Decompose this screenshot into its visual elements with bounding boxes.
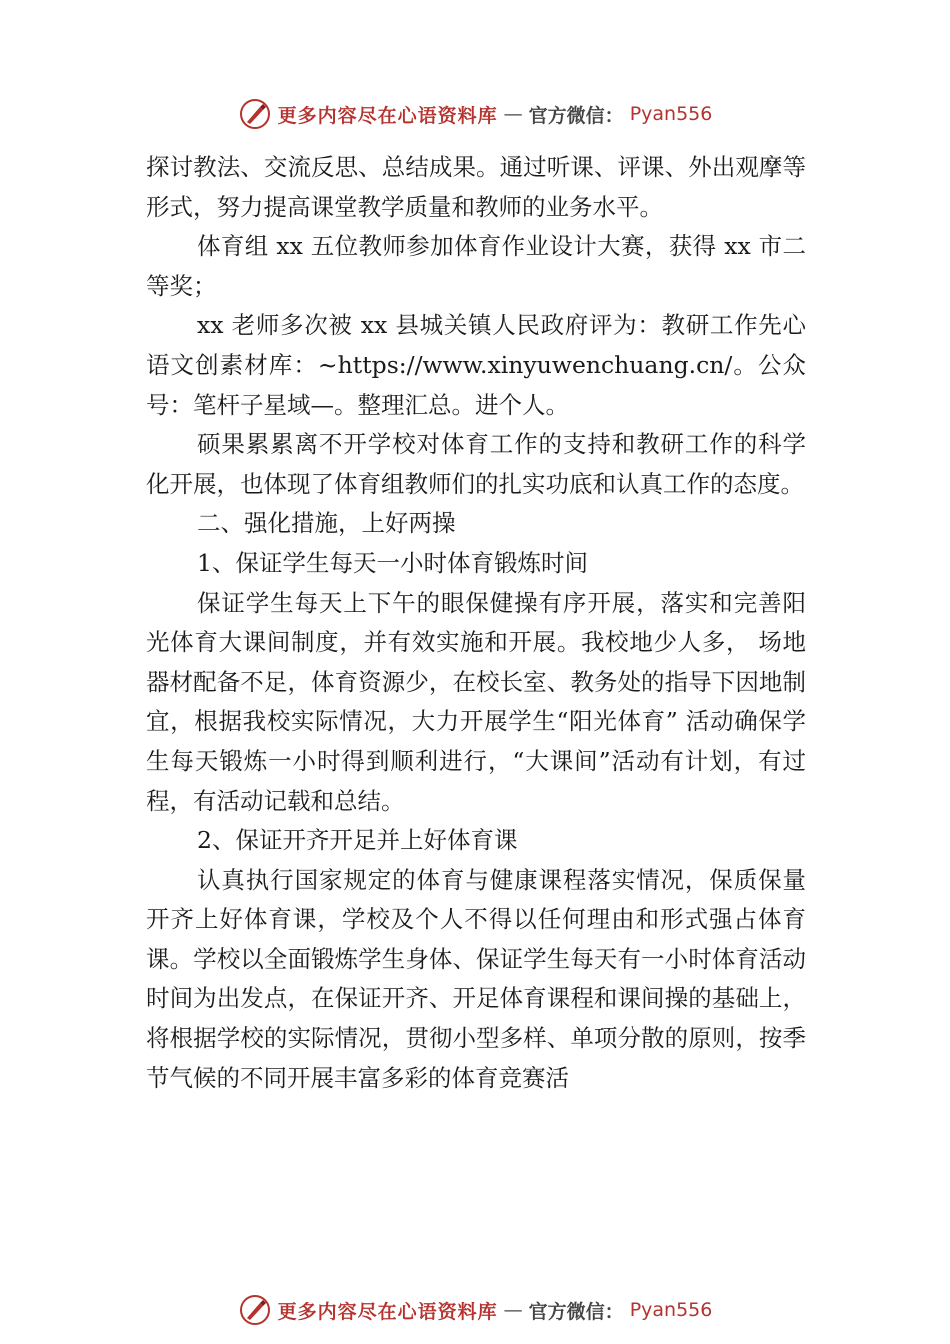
pen-logo-icon	[238, 1293, 272, 1327]
banner-separator: —	[503, 1299, 523, 1321]
subsection-heading: 1、保证学生每天一小时体育锻炼时间	[197, 548, 588, 577]
paragraph: 认真执行国家规定的体育与健康课程落实情况，保质保量开齐上好体育课，学校及个人不得以任何理由和形式强占体育课。学校以全面锻炼学生身体、保证学生每天有一小时体育活动时间为出发点，在保证开齐、开足体育课程和课间操的基础上，将根据学校的实际情况，贯彻小型多样、单项分散的原则，按季节气候的不同开展丰富多彩的体育竞赛活	[146, 865, 806, 1092]
subsection-heading: 2、保证开齐开足并上好体育课	[197, 826, 518, 855]
paragraph: 体育组 xx 五位教师参加体育作业设计大赛，获得 xx 市二等奖；	[146, 232, 806, 300]
paragraph: 硕果累累离不开学校对体育工作的支持和教研工作的科学化开展，也体现了体育组教师们的扎实功底和认真工作的态度。	[146, 430, 806, 498]
banner-brand: 更多内容尽在心语资料库	[277, 104, 498, 127]
banner-separator: —	[503, 103, 523, 125]
banner-brand: 更多内容尽在心语资料库	[277, 1300, 498, 1323]
paragraph: 保证学生每天上下午的眼保健操有序开展，落实和完善阳光体育大课间制度，并有效实施和开展。我校地少人多， 场地器材配备不足，体育资源少，在校长室、教务处的指导下因地制宜，根据我校实际情况，大力开展学生“阳光体育” 活动确保学生每天锻炼一小时得到顺利进行，“大课间”活动有计划，有过程，有活动记载和总结。	[146, 588, 806, 815]
paragraph: xx 老师多次被 xx 县城关镇人民政府评为：教研工作先心语文创素材库：~https://www.xinyuwenchuang.cn/。公众号：笔杆子星域—。整理汇总。进个人。	[146, 311, 806, 419]
footer-banner	[0, 1290, 950, 1330]
pen-logo-icon	[238, 97, 272, 131]
section-heading: 二、强化措施，上好两操	[197, 509, 456, 538]
banner-wechat-id: Pyan556	[629, 103, 713, 125]
banner-wechat-label: 官方微信：	[528, 1300, 624, 1323]
paragraph: 探讨教法、交流反思、总结成果。通过听课、评课、外出观摩等形式，努力提高课堂教学质量和教师的业务水平。	[146, 153, 806, 221]
document-body	[146, 148, 806, 1098]
banner-wechat-label: 官方微信：	[528, 104, 624, 127]
header-banner	[0, 94, 950, 134]
banner-wechat-id: Pyan556	[629, 1299, 713, 1321]
